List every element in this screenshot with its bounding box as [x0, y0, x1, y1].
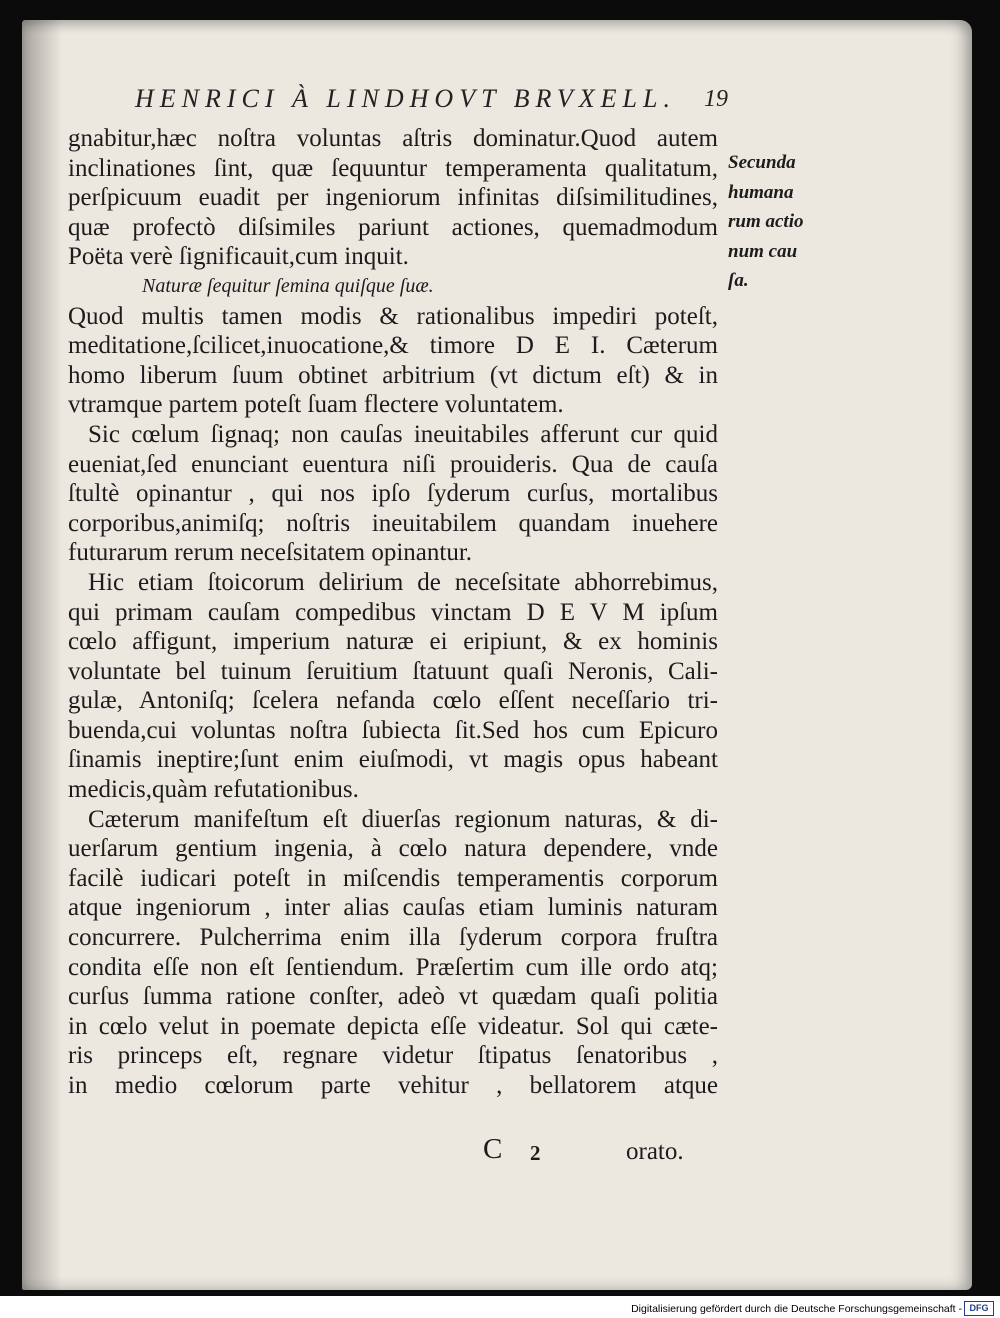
text-line: homo liberum ſuum obtinet arbitrium (vt dictum eſt) & in	[68, 361, 718, 389]
marginal-note-line: Secunda	[728, 152, 796, 173]
text-line: curſus ſumma ratione conſter, adeò vt quædam quaſi politia	[68, 983, 718, 1011]
marginal-note-line: rum actio	[728, 211, 804, 232]
marginal-note-line: humana	[728, 181, 794, 203]
text-line: Quod multis tamen modis & rationalibus impediri poteſt,	[68, 302, 718, 330]
text-line: medicis,quàm refutationibus.	[68, 776, 359, 804]
text-line: quæ profectò diſsimiles pariunt actiones, quemadmodum	[68, 213, 718, 241]
marginal-note	[728, 148, 828, 296]
signature-number: 2	[530, 1141, 541, 1165]
text-line: uerſarum gentium ingenia, à cœlo natura dependere, vnde	[68, 835, 718, 863]
text-line: Cæterum manifeſtum eſt diuerſas regionum naturas, & di-	[88, 805, 718, 833]
text-line: vtramque partem poteſt ſuam flectere voluntatem.	[68, 391, 564, 419]
text-line: facilè iudicari poteſt in miſcendis temperamentis corporum	[68, 864, 718, 892]
text-line: meditatione,ſcilicet,inuocatione,& timore D E I. Cæterum	[68, 332, 718, 360]
marginal-note-line: num cau	[728, 240, 798, 262]
text-line: ris princeps eſt, regnare videtur ſtipatus ſenatoribus ,	[68, 1042, 718, 1070]
text-line: eueniat,ſed enunciant euentura niſi prouideris. Qua de cauſa	[68, 450, 718, 478]
catchword: orato.	[626, 1138, 684, 1165]
text-line: Sic cœlum ſignaq; non cauſas ineuitabiles afferunt cur quid	[88, 420, 718, 448]
text-line: ſtultè opinantur , qui nos ipſo ſyderum curſus, mortalibus	[68, 480, 718, 508]
text-line: cœlo affigunt, imperium naturæ ei eripiunt, & ex hominis	[68, 628, 718, 656]
text-line: voluntate bel tuinum ſeruitium ſtatuunt quaſi Neronis, Cali-	[68, 657, 718, 685]
text-line: gnabitur,hæc noſtra voluntas aſtris dominatur.Quod autem	[68, 125, 718, 152]
text-line: ſinamis ineptire;ſunt enim eiuſmodi, vt magis opus habeant	[68, 746, 718, 774]
text-line: in medio cœlorum parte vehitur , bellatorem atque	[68, 1072, 718, 1099]
text-line: Hic etiam ſtoicorum delirium de neceſsitate abhorrebimus,	[88, 568, 718, 596]
text-line: perſpicuum euadit per ingeniorum infinitas diſsimilitudines,	[68, 184, 718, 212]
main-text-block	[68, 124, 718, 1101]
text-line: Poëta verè ſignificauit,cum inquit.	[68, 243, 409, 271]
running-head: HENRICI À LINDHOVT BRVXELL.	[135, 84, 676, 113]
funding-footer: Digitalisierung gefördert durch die Deutsche Forschungsgemeinschaft -	[631, 1303, 962, 1315]
dfg-logo: DFG	[964, 1301, 994, 1316]
text-line: inclinationes ſint, quæ ſequuntur temperamenta qualitatum,	[68, 154, 718, 182]
page-number: 19	[704, 86, 728, 112]
text-line: in cœlo velut in poemate depicta eſſe videatur. Sol qui cæte-	[68, 1012, 718, 1040]
text-line: condita eſſe non eſt ſentiendum. Præſertim cum ille ordo atq;	[68, 953, 718, 981]
text-line: buenda,cui voluntas noſtra ſubiecta ſit.Sed hos cum Epicuro	[68, 716, 718, 744]
marginal-note-line: ſa.	[728, 270, 749, 291]
text-line: futurarum rerum neceſsitatem opinantur.	[68, 539, 473, 567]
verse-quotation: Naturæ ſequitur ſemina quiſque ſuæ.	[142, 274, 434, 297]
text-line: qui primam cauſam compedibus vinctam D E V M ipſum	[68, 598, 718, 626]
text-line: concurrere. Pulcherrima enim illa ſyderum corpora fruſtra	[68, 924, 718, 952]
page-gutter-shadow	[22, 20, 62, 1290]
signature-mark: C	[483, 1133, 503, 1165]
text-line: atque ingeniorum , inter alias cauſas etiam luminis naturam	[68, 894, 718, 922]
text-line: gulæ, Antoniſq; ſcelera nefanda cœlo eſſent neceſſario tri-	[68, 687, 718, 715]
text-line: corporibus,animiſq; noſtris ineuitabilem quandam inuehere	[68, 509, 718, 537]
